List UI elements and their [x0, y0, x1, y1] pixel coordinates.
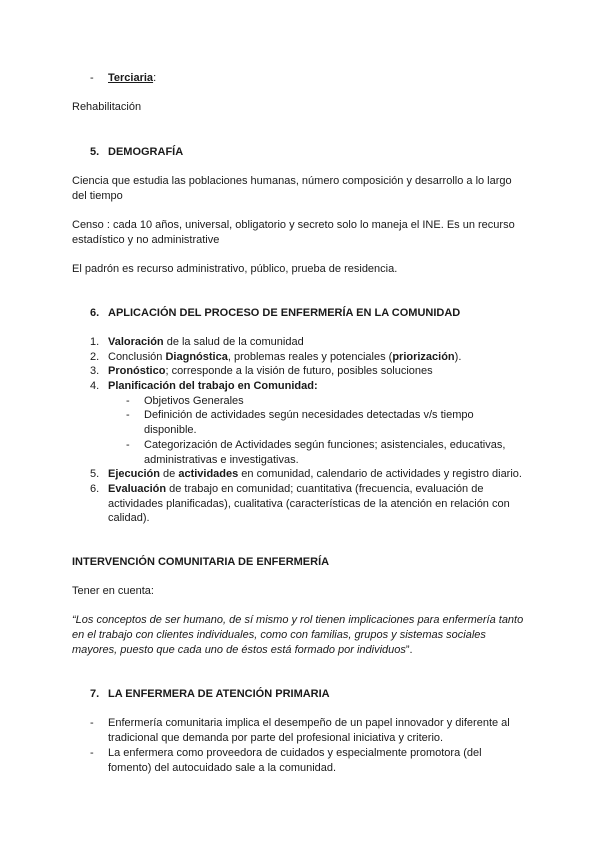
- quote-end: ”.: [405, 644, 413, 656]
- list-item: [108, 379, 318, 394]
- sub-bullet-dash: -: [126, 439, 130, 451]
- list-item-bold: Diagnóstica: [165, 351, 228, 363]
- list-item: [108, 335, 304, 350]
- list-item-text: Conclusión: [108, 351, 166, 363]
- list-item-text: de: [159, 468, 179, 480]
- intervencion-lead: Tener en cuenta:: [72, 585, 154, 597]
- quote-line: [72, 643, 413, 658]
- list-number: 1.: [90, 336, 100, 348]
- list-item-text: en comunidad, calendario de actividades y registro diario.: [238, 468, 522, 480]
- list-item: [108, 364, 433, 379]
- demografia-para1-line2: del tiempo: [72, 190, 123, 202]
- list-item-text: ).: [454, 351, 462, 363]
- sub-list-item-cont: disponible.: [144, 424, 197, 436]
- list-item-cont: calidad).: [108, 512, 150, 524]
- demografia-para3: El padrón es recurso administrativo, público, prueba de residencia.: [72, 263, 398, 275]
- list-item-bold: Planificación del trabajo en Comunidad:: [108, 380, 318, 392]
- demografia-para2-line2: estadístico y no administrative: [72, 234, 220, 246]
- list-item: [108, 482, 483, 497]
- list-number: 3.: [90, 365, 100, 377]
- intervencion-title: INTERVENCIÓN COMUNITARIA DE ENFERMERÍA: [72, 556, 330, 568]
- sub-list-item: Objetivos Generales: [144, 395, 244, 407]
- quote-text: mayores, puesto que cada uno de éstos está formado por individuos: [72, 644, 406, 656]
- bullet-dash: -: [90, 747, 94, 759]
- list-item: [108, 467, 522, 482]
- list-item-text: de la salud de la comunidad: [163, 336, 304, 348]
- list-item-bold: Valoración: [108, 336, 164, 348]
- list-item-bold: actividades: [178, 468, 239, 480]
- list-item-bold: priorización: [392, 351, 455, 363]
- section-7-number: 7.: [90, 688, 100, 700]
- list-item-cont: actividades planificadas), cualitativa (características de la atención en relación con: [108, 498, 510, 510]
- list-number: 2.: [90, 351, 100, 363]
- terciaria-colon: :: [153, 72, 157, 84]
- bullet-dash: -: [90, 72, 94, 84]
- section-7-title: LA ENFERMERA DE ATENCIÓN PRIMARIA: [108, 688, 330, 700]
- list-item-text: , problemas reales y potenciales (: [227, 351, 393, 363]
- quote-line: “Los conceptos de ser humano, de sí mismo y rol tienen implicaciones para enfermería tanto: [72, 614, 524, 626]
- list-number: 6.: [90, 483, 100, 495]
- bullet-item: Enfermería comunitaria implica el desempeño de un papel innovador y diferente al: [108, 717, 510, 729]
- terciaria-value: Rehabilitación: [72, 101, 142, 113]
- sub-bullet-dash: -: [126, 395, 130, 407]
- sub-list-item: Categorización de Actividades según funciones; asistenciales, educativas,: [144, 439, 506, 451]
- list-item: [108, 350, 461, 365]
- bullet-dash: -: [90, 717, 94, 729]
- list-item-text: de trabajo en comunidad; cuantitativa (frecuencia, evaluación de: [166, 483, 484, 495]
- section-6-title: APLICACIÓN DEL PROCESO DE ENFERMERÍA EN LA COMUNIDAD: [108, 307, 461, 319]
- sub-list-item-cont: administrativas e investigativas.: [144, 454, 299, 466]
- sub-list-item: Definición de actividades según necesidades detectadas v/s tiempo: [144, 409, 474, 421]
- list-item-bold: Pronóstico: [108, 365, 166, 377]
- section-5-number: 5.: [90, 146, 100, 158]
- terciaria-line: [108, 71, 156, 86]
- quote-line: en el trabajo con clientes individuales, como con familias, grupos y sistemas sociales: [72, 629, 486, 641]
- demografia-para2-line1: Censo : cada 10 años, universal, obligatorio y secreto solo lo maneja el INE. Es un recurso: [72, 219, 515, 231]
- section-6-number: 6.: [90, 307, 100, 319]
- terciaria-label: Terciaria: [108, 72, 154, 84]
- bullet-item: La enfermera como proveedora de cuidados y especialmente promotora (del: [108, 747, 482, 759]
- section-5-title: DEMOGRAFÍA: [108, 146, 184, 158]
- list-item-bold: Ejecución: [108, 468, 160, 480]
- list-number: 5.: [90, 468, 100, 480]
- list-item-bold: Evaluación: [108, 483, 167, 495]
- demografia-para1-line1: Ciencia que estudia las poblaciones humanas, número composición y desarrollo a lo largo: [72, 175, 512, 187]
- list-number: 4.: [90, 380, 100, 392]
- list-item-text: ; corresponde a la visión de futuro, posibles soluciones: [165, 365, 433, 377]
- bullet-item-cont: tradicional que demanda por parte del profesional iniciativa y criterio.: [108, 732, 444, 744]
- sub-bullet-dash: -: [126, 409, 130, 421]
- bullet-item-cont: fomento) del autocuidado sale a la comunidad.: [108, 762, 337, 774]
